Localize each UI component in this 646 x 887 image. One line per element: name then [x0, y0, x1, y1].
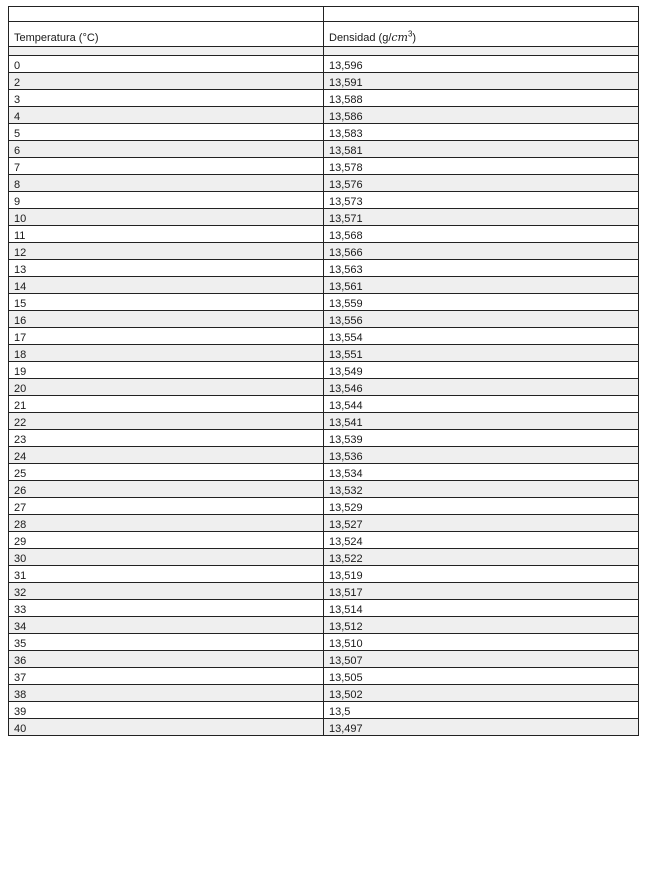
table-row	[9, 158, 639, 175]
temperature-cell[interactable]: 12	[9, 243, 324, 260]
density-header[interactable]	[324, 22, 639, 47]
density-cell[interactable]: 13,512	[324, 617, 639, 634]
density-cell[interactable]: 13,529	[324, 498, 639, 515]
density-cell[interactable]: 13,536	[324, 447, 639, 464]
table-row	[9, 413, 639, 430]
temperature-cell[interactable]: 35	[9, 634, 324, 651]
temperature-cell[interactable]: 7	[9, 158, 324, 175]
table-row	[9, 362, 639, 379]
temperature-cell[interactable]: 30	[9, 549, 324, 566]
table-row	[9, 226, 639, 243]
table-row	[9, 294, 639, 311]
spacer-row	[9, 47, 639, 56]
table-row	[9, 175, 639, 192]
table-row	[9, 566, 639, 583]
table-row	[9, 702, 639, 719]
table-row	[9, 311, 639, 328]
table-row	[9, 260, 639, 277]
temperature-cell[interactable]: 18	[9, 345, 324, 362]
table-row	[9, 192, 639, 209]
density-cell[interactable]: 13,568	[324, 226, 639, 243]
table-row	[9, 141, 639, 158]
density-cell[interactable]: 13,551	[324, 345, 639, 362]
table-row	[9, 532, 639, 549]
temperature-cell[interactable]: 28	[9, 515, 324, 532]
empty-cell[interactable]	[9, 7, 324, 22]
density-cell[interactable]: 13,546	[324, 379, 639, 396]
temperature-cell[interactable]: 26	[9, 481, 324, 498]
temperature-cell[interactable]: 3	[9, 90, 324, 107]
density-cell[interactable]: 13,505	[324, 668, 639, 685]
table-row	[9, 73, 639, 90]
temperature-cell[interactable]: 37	[9, 668, 324, 685]
temperature-cell[interactable]: 16	[9, 311, 324, 328]
density-cell[interactable]: 13,586	[324, 107, 639, 124]
temperature-cell[interactable]: 39	[9, 702, 324, 719]
density-cell[interactable]: 13,559	[324, 294, 639, 311]
table-row	[9, 379, 639, 396]
table-row	[9, 243, 639, 260]
empty-cell[interactable]	[324, 47, 639, 56]
temperature-cell[interactable]: 25	[9, 464, 324, 481]
density-cell[interactable]: 13,571	[324, 209, 639, 226]
temperature-cell[interactable]: 17	[9, 328, 324, 345]
density-cell[interactable]: 13,573	[324, 192, 639, 209]
table-row	[9, 345, 639, 362]
density-cell[interactable]: 13,539	[324, 430, 639, 447]
temperature-cell[interactable]: 15	[9, 294, 324, 311]
density-cell[interactable]: 13,517	[324, 583, 639, 600]
density-cell[interactable]: 13,591	[324, 73, 639, 90]
density-cell[interactable]: 13,5	[324, 702, 639, 719]
density-cell[interactable]: 13,497	[324, 719, 639, 736]
table-row	[9, 719, 639, 736]
density-cell[interactable]: 13,514	[324, 600, 639, 617]
table-row	[9, 464, 639, 481]
density-cell[interactable]: 13,507	[324, 651, 639, 668]
temperature-cell[interactable]: 23	[9, 430, 324, 447]
temperature-cell[interactable]: 27	[9, 498, 324, 515]
table-row	[9, 600, 639, 617]
table-row	[9, 90, 639, 107]
density-cell[interactable]: 13,502	[324, 685, 639, 702]
table-row	[9, 583, 639, 600]
table-row	[9, 277, 639, 294]
temperature-cell[interactable]: 10	[9, 209, 324, 226]
table-row	[9, 685, 639, 702]
temperature-cell[interactable]: 40	[9, 719, 324, 736]
density-cell[interactable]: 13,544	[324, 396, 639, 413]
density-table	[8, 6, 639, 736]
table-row	[9, 209, 639, 226]
temperature-cell[interactable]: 11	[9, 226, 324, 243]
density-cell[interactable]: 13,583	[324, 124, 639, 141]
temperature-cell[interactable]: 33	[9, 600, 324, 617]
density-cell[interactable]: 13,581	[324, 141, 639, 158]
temperature-cell[interactable]: 36	[9, 651, 324, 668]
temperature-cell[interactable]: 8	[9, 175, 324, 192]
temperature-cell[interactable]: 32	[9, 583, 324, 600]
density-cell[interactable]: 13,588	[324, 90, 639, 107]
temperature-header[interactable]	[9, 22, 324, 47]
table-row	[9, 634, 639, 651]
density-cell[interactable]: 13,532	[324, 481, 639, 498]
table-row	[9, 56, 639, 73]
table-row	[9, 124, 639, 141]
density-cell[interactable]: 13,510	[324, 634, 639, 651]
temperature-header-label: Temperatura (°C)	[14, 32, 99, 44]
density-cell[interactable]: 13,596	[324, 56, 639, 73]
temperature-cell[interactable]: 4	[9, 107, 324, 124]
table-row	[9, 107, 639, 124]
table-row	[9, 668, 639, 685]
temperature-cell[interactable]: 14	[9, 277, 324, 294]
density-cell[interactable]: 13,541	[324, 413, 639, 430]
temperature-cell[interactable]: 19	[9, 362, 324, 379]
density-cell[interactable]: 13,527	[324, 515, 639, 532]
table-row	[9, 481, 639, 498]
empty-cell[interactable]	[9, 47, 324, 56]
empty-cell[interactable]	[324, 7, 639, 22]
density-unit: cm	[391, 31, 408, 44]
density-cell[interactable]: 13,563	[324, 260, 639, 277]
temperature-cell[interactable]: 24	[9, 447, 324, 464]
table-row	[9, 328, 639, 345]
temperature-cell[interactable]: 29	[9, 532, 324, 549]
table-row	[9, 498, 639, 515]
table-row	[9, 447, 639, 464]
temperature-cell[interactable]: 6	[9, 141, 324, 158]
table-row	[9, 396, 639, 413]
density-cell[interactable]: 13,549	[324, 362, 639, 379]
density-header-label: Densidad (g/	[329, 32, 392, 44]
density-cell[interactable]: 13,576	[324, 175, 639, 192]
table-row	[9, 515, 639, 532]
density-cell[interactable]: 13,534	[324, 464, 639, 481]
table-row	[9, 617, 639, 634]
blank-top-row	[9, 7, 639, 22]
table-row	[9, 651, 639, 668]
table-row	[9, 430, 639, 447]
header-row	[9, 22, 639, 47]
table-body	[9, 56, 639, 736]
density-cell[interactable]: 13,522	[324, 549, 639, 566]
temperature-cell[interactable]: 20	[9, 379, 324, 396]
temperature-cell[interactable]: 22	[9, 413, 324, 430]
density-exponent: 3	[407, 29, 413, 39]
density-cell[interactable]: 13,524	[324, 532, 639, 549]
temperature-cell[interactable]: 13	[9, 260, 324, 277]
temperature-cell[interactable]: 31	[9, 566, 324, 583]
density-cell[interactable]: 13,556	[324, 311, 639, 328]
temperature-cell[interactable]: 38	[9, 685, 324, 702]
density-cell[interactable]: 13,566	[324, 243, 639, 260]
temperature-cell[interactable]: 2	[9, 73, 324, 90]
temperature-cell[interactable]: 21	[9, 396, 324, 413]
spreadsheet-sheet	[8, 6, 638, 736]
density-cell[interactable]: 13,519	[324, 566, 639, 583]
temperature-cell[interactable]: 9	[9, 192, 324, 209]
density-header-suffix: )	[412, 32, 417, 44]
density-cell[interactable]: 13,561	[324, 277, 639, 294]
density-cell[interactable]: 13,578	[324, 158, 639, 175]
table-row	[9, 549, 639, 566]
temperature-cell[interactable]: 0	[9, 56, 324, 73]
temperature-cell[interactable]: 34	[9, 617, 324, 634]
temperature-cell[interactable]: 5	[9, 124, 324, 141]
density-cell[interactable]: 13,554	[324, 328, 639, 345]
